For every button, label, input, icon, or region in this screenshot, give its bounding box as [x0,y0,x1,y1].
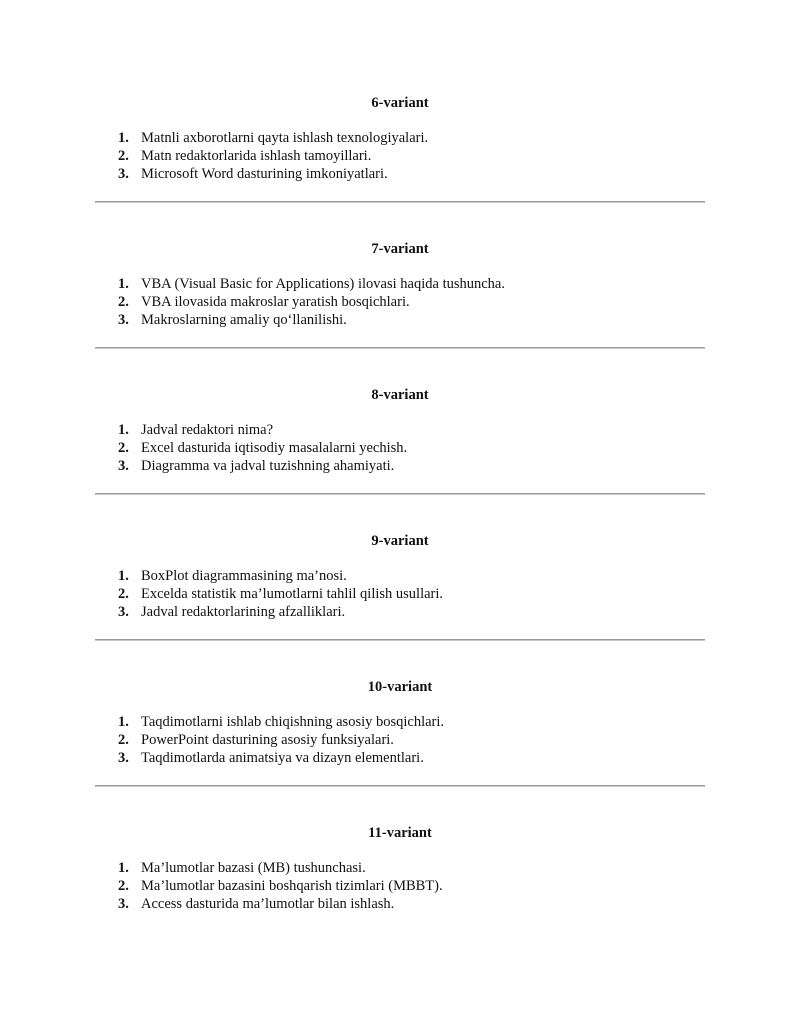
question-item [95,311,705,329]
question-number: 1. [118,860,129,876]
question-text: Excelda statistik ma’lumotlarni tahlil qilish usullari. [141,586,444,602]
variant-section-6 [95,94,705,183]
question-number: 3. [118,604,129,620]
question-item [95,567,705,585]
variant-title: 8-variant [371,387,429,403]
question-text: Access dasturida ma’lumotlar bilan ishlash. [141,896,395,912]
question-list [95,567,705,621]
section-divider [95,493,705,495]
question-item [95,859,705,877]
question-list [95,275,705,329]
question-number: 3. [118,166,129,182]
question-item [95,895,705,913]
section-divider [95,201,705,203]
question-item [95,129,705,147]
question-text: Microsoft Word dasturining imkoniyatlari. [141,166,388,182]
question-list [95,421,705,475]
variant-section-10 [95,678,705,767]
question-text: Matnli axborotlarni qayta ishlash texnologiyalari. [141,130,429,146]
question-number: 1. [118,276,129,292]
variant-title: 9-variant [371,533,429,549]
question-number: 2. [118,586,129,602]
variant-title: 6-variant [371,95,429,111]
question-text: VBA (Visual Basic for Applications) ilovasi haqida tushuncha. [141,276,505,292]
question-text: Diagramma va jadval tuzishning ahamiyati. [141,458,395,474]
question-text: Matn redaktorlarida ishlash tamoyillari. [141,148,372,164]
question-text: Jadval redaktori nima? [141,422,274,438]
question-text: Excel dasturida iqtisodiy masalalarni yechish. [141,440,408,456]
variant-section-11 [95,824,705,913]
question-number: 1. [118,130,129,146]
question-item [95,165,705,183]
question-list [95,859,705,913]
question-number: 2. [118,148,129,164]
question-item [95,439,705,457]
question-item [95,585,705,603]
variant-title: 7-variant [371,241,429,257]
question-number: 1. [118,422,129,438]
question-number: 3. [118,896,129,912]
variant-title: 11-variant [368,825,432,841]
question-item [95,713,705,731]
question-text: Taqdimotlarni ishlab chiqishning asosiy bosqichlari. [141,714,445,730]
variant-section-9 [95,532,705,621]
question-number: 2. [118,732,129,748]
question-text: VBA ilovasida makroslar yaratish bosqichlari. [141,294,410,310]
question-number: 2. [118,294,129,310]
question-item [95,603,705,621]
question-number: 2. [118,440,129,456]
question-text: Ma’lumotlar bazasini boshqarish tizimlari (MBBT). [141,878,443,894]
question-item [95,877,705,895]
question-text: PowerPoint dasturining asosiy funksiyalari. [141,732,394,748]
variant-title: 10-variant [367,679,433,695]
variant-section-8 [95,386,705,475]
question-number: 3. [118,458,129,474]
question-text: Makroslarning amaliy qo‘llanilishi. [141,312,347,328]
question-number: 1. [118,714,129,730]
section-divider [95,639,705,641]
question-item [95,457,705,475]
question-text: Taqdimotlarda animatsiya va dizayn elementlari. [141,750,424,766]
question-text: BoxPlot diagrammasining ma’nosi. [141,568,347,584]
question-text: Ma’lumotlar bazasi (MB) tushunchasi. [141,860,366,876]
section-divider [95,785,705,787]
question-number: 3. [118,312,129,328]
question-list [95,129,705,183]
question-list [95,713,705,767]
question-item [95,293,705,311]
variant-section-7 [95,240,705,329]
section-divider [95,347,705,349]
question-number: 1. [118,568,129,584]
question-item [95,421,705,439]
question-item [95,147,705,165]
question-text: Jadval redaktorlarining afzalliklari. [141,604,346,620]
question-item [95,749,705,767]
question-number: 3. [118,750,129,766]
question-number: 2. [118,878,129,894]
question-item [95,731,705,749]
question-item [95,275,705,293]
